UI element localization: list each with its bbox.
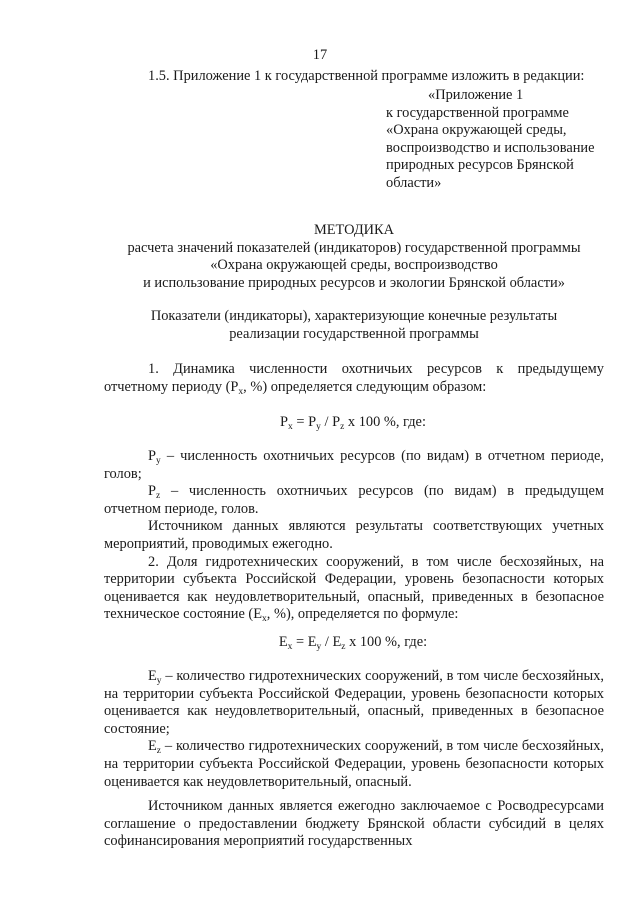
appendix-header-line: «Охрана окружающей среды, <box>386 122 567 139</box>
appendix-header <box>386 87 636 193</box>
appendix-header-line: «Приложение 1 <box>428 87 524 103</box>
title-line: и использование природных ресурсов и экологии Брянской области» <box>143 274 565 291</box>
definition-ez: $E_z$ – количество гидротехнических сооружений, в том числе бесхозяйных, на территории субъекта Российской Федерации, уровень безопасности которых оценивается как неудовлетворительный, опасный. <box>104 738 604 790</box>
subtitle-line: реализации государственной программы <box>229 325 479 342</box>
section-subtitle <box>104 308 604 343</box>
formula-px: $P_x = P_y / P_z$ x 100 %, где: <box>280 414 426 432</box>
amendment-intro: 1.5. Приложение 1 к государственной программе изложить в редакции: <box>148 68 585 84</box>
appendix-header-line: области» <box>386 174 442 191</box>
source-paragraph-1: Источником данных являются результаты соответствующих учетных мероприятий, проводимых ежегодно. <box>104 518 604 552</box>
page-number: 17 <box>312 47 328 63</box>
definition-py: $P_y$ – численность охотничьих ресурсов (по видам) в отчетном периоде, голов; <box>104 448 604 482</box>
title-heading: МЕТОДИКА <box>313 222 395 238</box>
definitions-block-1 <box>104 448 604 624</box>
paragraph-2: 2. Доля гидротехнических сооружений, в том числе бесхозяйных, на территории субъекта Российской Федерации, уровень безопасности которых оценивается как неудовлетворительный, опасный, приведенных в безопасное техническое состояние ($E_x$, %), определяется по формуле: <box>104 553 604 625</box>
definition-pz: $P_z$ – численность охотничьих ресурсов (по видам) в предыдущем отчетном периоде, голов. <box>104 483 604 517</box>
title-line: расчета значений показателей (индикаторов) государственной программы <box>127 239 581 256</box>
methodology-title <box>104 222 604 292</box>
subtitle-line: Показатели (индикаторы), характеризующие конечные результаты <box>150 308 558 324</box>
definitions-block-2 <box>104 668 604 851</box>
definition-ey: $E_y$ – количество гидротехнических сооружений, в том числе бесхозяйных, на территории субъекта Российской Федерации, уровень безопасности которых оценивается как неудовлетворительный, опасный, приведенных в безопасное состояние; <box>104 668 604 737</box>
appendix-header-line: к государственной программе <box>386 104 569 121</box>
title-line: «Охрана окружающей среды, воспроизводство <box>210 257 498 274</box>
appendix-header-line: воспроизводство и использование <box>386 139 595 156</box>
paragraph-1: 1. Динамика численности охотничьих ресурсов к предыдущему отчетному периоду ($P_x$, %) определяется следующим образом: <box>104 361 604 397</box>
source-paragraph-2: Источником данных является ежегодно заключаемое с Росводресурсами соглашение о предоставлении бюджету Брянской области субсидий в целях софинансирования мероприятий государственных <box>104 798 604 850</box>
formula-ex: $E_x = E_y / E_z$ x 100 %, где: <box>278 634 428 652</box>
appendix-header-line: природных ресурсов Брянской <box>386 157 574 174</box>
